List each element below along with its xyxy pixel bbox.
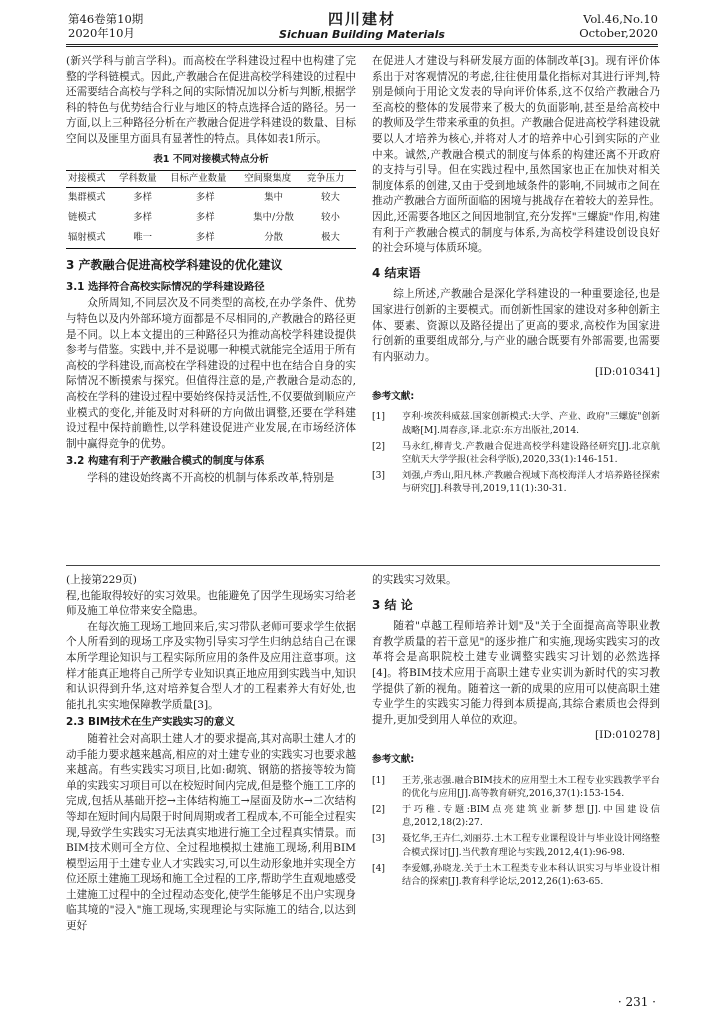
table-cell: 多样 xyxy=(195,192,215,204)
table-cell: 较小 xyxy=(321,212,340,224)
page-number: · 231 · xyxy=(617,995,656,1009)
reference-number: [4] xyxy=(372,862,386,874)
table-header: 学科数量 xyxy=(117,171,168,188)
table-cell: 多样 xyxy=(133,212,152,224)
reference-text: 马永红,柳青戈.产教融合促进高校学科建设路径研究[J].北京航空航天大学学报(社会科学版),2020,33(1):146-151. xyxy=(402,440,660,466)
table-cell: 分散 xyxy=(242,228,305,249)
reference-text: 聂忆华,王卉仁,刘丽芬.土木工程专业课程设计与毕业设计网络整合模式探讨[J].当代教育理论与实践,2012,4(1):96-98. xyxy=(402,833,660,858)
table-header: 目标产业数量 xyxy=(168,171,242,188)
table-cell: 集中/分散 xyxy=(253,212,294,224)
reference-item xyxy=(372,469,660,495)
table-header: 空间聚集度 xyxy=(242,171,305,188)
body-paragraph: 的实践实习效果。 xyxy=(372,574,457,586)
article-a-left-column xyxy=(66,54,356,486)
article-a-right-column xyxy=(372,54,660,499)
table-cell: 唯一 xyxy=(117,228,168,249)
comparison-table xyxy=(66,152,356,250)
table-row xyxy=(66,208,356,228)
body-paragraph: 综上所述,产教融合是深化学科建设的一种重要途径,也是国家进行创新的主要模式。而创新性国家的建设对多种创新主体、要素、资源以及路径提出了更高的要求,高校作为国家进行创新的重要组成部分,与产业的融合既要有外部需要,也需要有内驱动力。 xyxy=(372,288,660,363)
body-paragraph: 随着社会对高职土建人才的要求提高,其对高职土建人才的动手能力要求越来越高,相应的对土建专业的实践实习也要求越来越高。有些实践实习项目,比如:砌筑、钢筋的搭接等较为简单的实践实习项目可以在校短时间内完成,但是整个施工工序的完成,包括从基础开挖→主体结构施工→屋面及防水→二次结构等却在短时间内局限于时间周期或者工程成本,不可能全过程实现,导致学生实践实习无法真实地进行施工全过程真实情景。而BIM技术则可全方位、全过程地模拟土建施工现场,利用BIM模型运用于土建专业人才实践实习,可以生动形象地并实现全方位还原土建施工现场和施工全过程的工序,帮助学生直观地感受土建施工过程中的全过程动态变化,使学生能够足不出户实现身临其境的"浸入"施工现场,实现理论与实际施工的结合,以达到更好 xyxy=(66,732,356,933)
body-paragraph: 众所周知,不同层次及不同类型的高校,在办学条件、优势与特色以及内外部环境方面都是不尽相同的,产教融合的路径更是不同。以上本文提出的三种路径只为推动高校学科建设提供参考与借鉴。实践中,并不是说哪一种模式就能完全适用于所有高校的学科建设,而高校在学科建设的过程中也在结合自身的实际情况不断摸索与探究。但值得注意的是,产教融合是动态的,高校在学科的建设过程中要始终保持灵活性,不仅要做到顺应产业模式的变化,并能及时对科研的方向做出调整,还要在学科建设过程中保持前瞻性,以学科建设促进产业发展,在市场经济体制中赢得竞争的优势。 xyxy=(66,297,356,450)
references-heading: 参考文献: xyxy=(372,753,415,765)
table-cell: 多样 xyxy=(168,228,242,249)
body-paragraph: 随着"卓越工程师培养计划"及"关于全面提高高等职业教育教学质量的若干意见"的逐步推广和实施,现场实践实习的改革将会是高职院校土建专业调整实践实习计划的必然选择[4]。将BIM技术应用于高职土建专业实训为新时代的实习教学提供了新的视角。随着这一新的成果的应用可以使高职土建专业学生的实践实习能力得到本质提高,其综合素质也会得到提升,更加受到用人单位的欢迎。 xyxy=(372,620,660,726)
document-id: [ID:010341] xyxy=(595,366,660,379)
references-heading: 参考文献: xyxy=(372,390,415,402)
issue-date-en: October,2020 xyxy=(579,26,658,40)
reference-text: 刘强,卢秀山,阳凡林.产教融合视域下高校海洋人才培养路径探索与研究[J].科教导刊,2019,11(1):30-31. xyxy=(402,470,660,495)
reference-text: 亨利·埃茨科威兹.国家创新模式:大学、产业、政府"三螺旋"创新战略[M].周春彦,译.北京:东方出版社,2014. xyxy=(402,411,660,436)
reference-number: [2] xyxy=(372,803,386,815)
issue-date: 2020年10月 xyxy=(68,26,135,40)
reference-number: [1] xyxy=(372,411,386,423)
subsection-heading: 3.2 构建有利于产教融合模式的制度与体系 xyxy=(66,455,265,468)
reference-number: [3] xyxy=(372,470,386,482)
table-cell: 多样 xyxy=(195,212,215,224)
header-rule xyxy=(66,44,658,45)
article-divider xyxy=(66,565,660,566)
section-heading: 3 结 论 xyxy=(372,597,413,612)
table-cell: 较大 xyxy=(321,192,340,204)
reference-item xyxy=(372,440,660,466)
reference-item xyxy=(372,803,660,829)
body-paragraph: 学科的建设始终离不开高校的机制与体系改革,特别是 xyxy=(87,471,335,484)
table-row xyxy=(66,228,356,249)
reference-text: 李爱娜,孙晓龙.关于土木工程类专业本科认识实习与毕业设计相结合的探索[J].教育科学论坛,2012,26(1):63-65. xyxy=(402,862,660,887)
reference-number: [3] xyxy=(372,833,386,845)
reference-number: [1] xyxy=(372,774,386,786)
journal-logo: 四川建材 xyxy=(327,10,396,28)
body-paragraph: 在促进人才建设与科研发展方面的体制改革[3]。现有评价体系出于对客观情况的考虑,往往使用量化指标对其进行评判,特别是倾向于用论文发表的导向评价体系,这不仅给产教融合乃至高校的整体的发展带来了极大的负面影响,甚至是给高校中的教师及学生带来承重的负担。产教融合促进高校学科建设就要以人才培养为核心,并将对人才的培养中心引到实际的产业中来。诚然,产教融合模式的制度与体系的构建还离不开政府的支持与引导。但在实践过程中,虽然国家也正在加快对相关制度体系的创建,又由于受到地域条件的影响,不同城市之间在推动产教融合方面所面临的困境与挑战存在着较大的差异性。因此,还需要各地区之间因地制宜,充分发挥"三螺旋"作用,构建有利于产教融合模式的制度与体系,为高校学科建设创设良好的社会环境与体质环境。 xyxy=(372,55,660,255)
journal-subtitle: Sichuan Building Materials xyxy=(279,28,445,41)
table-cell: 集中 xyxy=(264,192,283,204)
article-b-left-column xyxy=(66,573,356,935)
header-rule-secondary xyxy=(66,46,658,47)
journal-issue xyxy=(68,12,143,40)
reference-item xyxy=(372,410,660,436)
issue-volume: 第46卷第10期 xyxy=(68,12,144,26)
table-cell: 链模式 xyxy=(68,212,97,224)
table-caption: 表1 不同对接模式特点分析 xyxy=(153,153,269,165)
subsection-heading: 2.3 BIM技术在生产实践实习的意义 xyxy=(66,716,235,729)
reference-text: 王芳,张志强.融合BIM技术的应用型土木工程专业实践教学平台的优化与应用[J].高等教育研究,2016,37(1):153-154. xyxy=(402,774,660,799)
table-cell: 辐射模式 xyxy=(66,228,117,249)
section-heading: 3 产教融合促进高校学科建设的优化建议 xyxy=(66,258,283,273)
subsection-heading: 3.1 选择符合高校实际情况的学科建设路径 xyxy=(66,280,265,293)
journal-issue-en xyxy=(579,12,658,40)
table-cell: 多样 xyxy=(133,192,152,204)
reference-item xyxy=(372,832,660,858)
table-header-row xyxy=(66,171,356,188)
table-cell: 集群模式 xyxy=(68,192,106,204)
body-paragraph: 在每次施工现场工地回来后,实习带队老师可要求学生依据个人所看到的现场工序及实物引导实习学生归纳总结自己在课本所学理论知识与工程实际所应用的条件及应用注意事项。这样才能真正地将自己所学专业知识真正地应用到实践当中,知识和认识得到升华,这对培养复合型人才的工程素养大有好处,也能扎扎实实地保障教学质量[3]。 xyxy=(66,620,356,711)
body-paragraph: (新兴学科与前言学科)。而高校在学科建设过程中也构建了完整的学科链模式。因此,产教融合在促进高校学科建设的过程中还需要结合高校与学科之间的实际情况加以分析与判断,根据学科的特色与优势结合行业与地区的特点选择合适的路径。另一方面,以上三种路径分析在产教融合促进学科建设的数量、目标空间以及匪里方面具有显著性的特点。具体如表1所示。 xyxy=(66,55,356,145)
document-id: [ID:010278] xyxy=(595,729,660,742)
table-row xyxy=(66,188,356,209)
article-b-right-column xyxy=(372,573,660,891)
section-heading: 4 结束语 xyxy=(372,265,421,280)
issue-volume-en: Vol.46,No.10 xyxy=(583,12,658,26)
continued-note: (上接第229页) xyxy=(66,574,137,586)
journal-masthead xyxy=(262,10,462,41)
body-paragraph: 程,也能取得较好的实习效果。也能避免了因学生现场实习给老师及施工单位带来安全隐患。 xyxy=(66,589,356,618)
reference-item xyxy=(372,774,660,800)
table-header: 对接模式 xyxy=(66,171,117,188)
table-header: 竞争压力 xyxy=(305,171,356,188)
reference-text: 于巧稚.专题:BIM点亮建筑业新梦想[J].中国建设信息,2012,18(2):27. xyxy=(402,803,660,829)
reference-item xyxy=(372,862,660,888)
table-cell: 极大 xyxy=(305,228,356,249)
reference-number: [2] xyxy=(372,440,386,452)
